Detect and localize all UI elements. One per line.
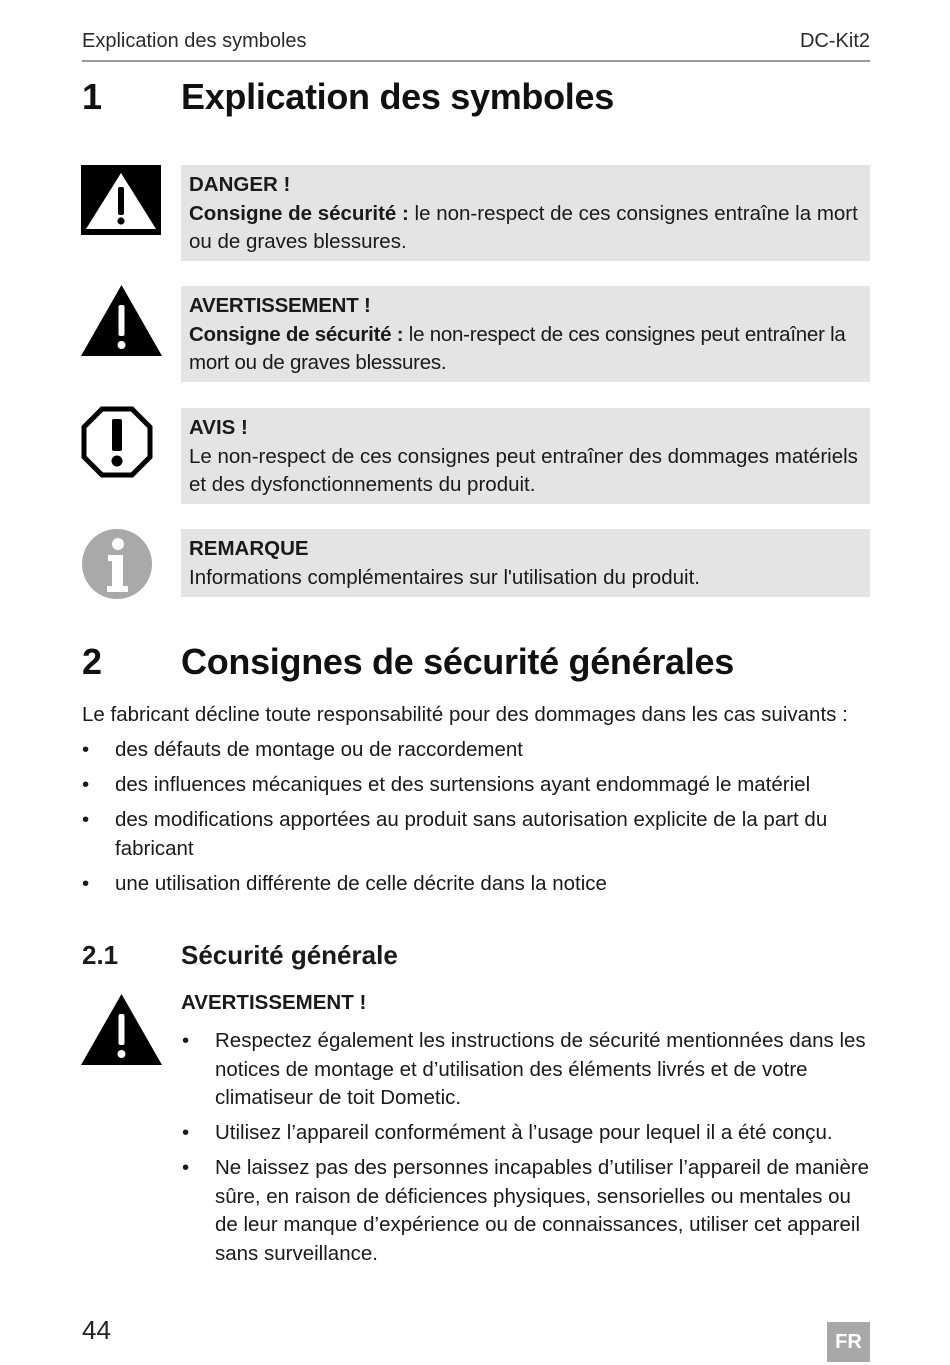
liability-list	[82, 736, 872, 905]
header-product-name: DC-Kit2	[799, 30, 870, 52]
notice-danger	[181, 165, 870, 261]
page-number: 44	[82, 1315, 111, 1345]
notice-title: DANGER !	[189, 173, 291, 196]
safety-list	[182, 1027, 872, 1275]
section-number: 2	[82, 641, 102, 682]
list-item: • Ne laissez pas des personnes incapables d’utiliser l’appareil de manière sûre, en raison de déficiences physiques, sensorielles ou mentales ou de leur manque d’expérience ou de connaissances, utiliser cet appareil sans surveillance.	[182, 1154, 872, 1268]
notice-caution	[181, 408, 870, 504]
section-title: Sécurité générale	[181, 940, 398, 970]
language-badge: FR	[827, 1322, 870, 1362]
header-section-title: Explication des symboles	[82, 30, 307, 52]
notice-lead: Consigne de sécurité :	[189, 201, 409, 225]
notice-text: Informations complémentaires sur l'utilisation du produit.	[189, 565, 700, 589]
warning-triangle-icon	[81, 994, 162, 1066]
list-item: • Respectez également les instructions de sécurité mentionnées dans les notices de montage et d’utilisation des éléments livrés et de votre climatiseur de toit Dometic.	[182, 1027, 872, 1113]
notice-text: Le non-respect de ces consignes peut entraîner des dommages matériels et des dysfonctionnements du produit.	[189, 444, 858, 496]
notice-text: le non-respect de ces consignes entraîne la mort ou de graves blessures.	[189, 201, 858, 253]
section-title: Consignes de sécurité générales	[181, 641, 734, 682]
section-intro: Le fabricant décline toute responsabilité pour des dommages dans les cas suivants :	[82, 703, 848, 726]
list-item: • une utilisation différente de celle décrite dans la notice	[82, 870, 872, 899]
list-item: • des modifications apportées au produit sans autorisation explicite de la part du fabricant	[82, 806, 872, 863]
notice-title: REMARQUE	[189, 537, 309, 560]
info-circle-icon	[81, 528, 153, 600]
page-header	[82, 30, 870, 62]
notice-title: AVIS !	[189, 416, 248, 439]
notice-remark	[181, 529, 870, 597]
list-item: • des défauts de montage ou de raccordement	[82, 736, 872, 765]
warning-square-icon	[81, 165, 161, 235]
notice-lead: Consigne de sécurité :	[189, 322, 404, 346]
section-number: 1	[82, 76, 102, 117]
notice-title: AVERTISSEMENT !	[189, 294, 371, 317]
list-item: • Utilisez l’appareil conformément à l’usage pour lequel il a été conçu.	[182, 1119, 872, 1148]
warning-triangle-icon	[81, 285, 162, 357]
warning-title: AVERTISSEMENT !	[181, 991, 367, 1014]
caution-octagon-icon	[81, 406, 153, 478]
notice-warning	[181, 286, 870, 382]
section-number: 2.1	[82, 940, 119, 970]
section-title: Explication des symboles	[181, 76, 614, 117]
notice-text: le non-respect de ces consignes peut entraîner la mort ou de graves blessures.	[189, 322, 846, 374]
list-item: • des influences mécaniques et des surtensions ayant endommagé le matériel	[82, 771, 872, 800]
